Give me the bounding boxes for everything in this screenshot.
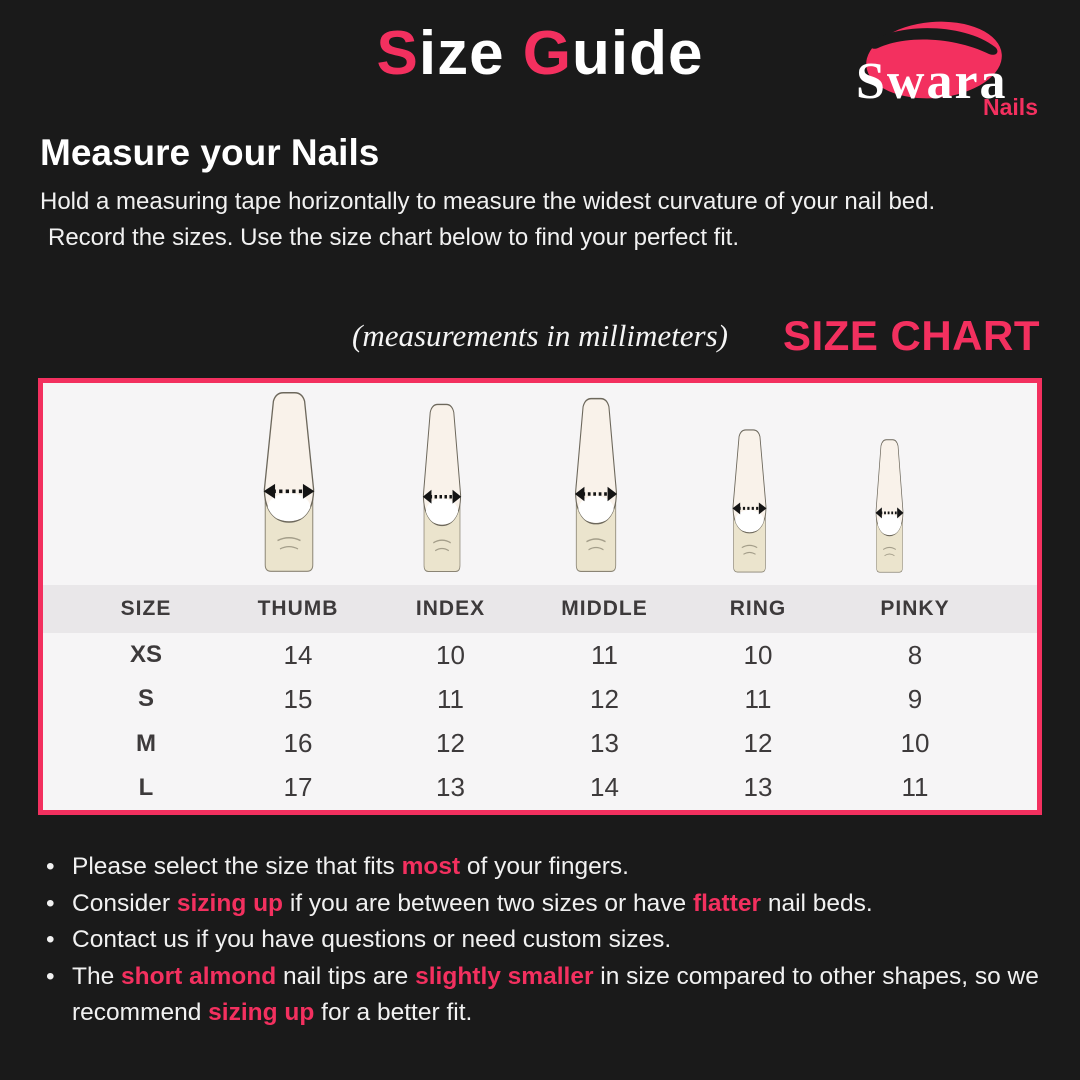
size-value-middle: 14	[590, 772, 619, 803]
note-2-seg-0: Consider	[72, 889, 177, 917]
measure-section	[40, 132, 1060, 256]
finger-figure-index	[364, 383, 519, 585]
measure-heading: Measure your Nails	[40, 132, 380, 173]
note-item-4	[42, 959, 1060, 1032]
size-value-ring: 11	[744, 683, 772, 714]
size-value-ring: 10	[743, 639, 773, 670]
size-value-middle: 13	[590, 728, 619, 759]
bullet-dot: •	[46, 889, 55, 917]
size-value-thumb: 15	[283, 683, 313, 714]
chart-caption-row	[0, 310, 1080, 362]
finger-figure-middle	[519, 383, 672, 585]
note-1-seg-0: Please select the size that fits	[72, 853, 402, 880]
size-value-middle: 11	[591, 639, 618, 670]
note-4-seg-4: in size compared to other shapes, so we recommend	[72, 962, 1039, 1026]
note-4-seg-0: The	[72, 962, 122, 990]
nail-illustration	[411, 401, 473, 575]
bullet-dot: •	[46, 853, 55, 880]
size-value-index: 12	[436, 728, 465, 759]
size-table-header	[43, 585, 1037, 633]
bullet-dot: •	[46, 926, 55, 953]
size-label: XS	[129, 641, 162, 669]
column-header-size: SIZE	[120, 597, 172, 620]
column-header-pinky: PINKY	[880, 597, 950, 620]
note-text	[72, 922, 1060, 959]
note-4-seg-2: nail tips are	[276, 962, 416, 990]
bullet-dot: •	[46, 962, 55, 990]
finger-figure-ring	[672, 383, 826, 585]
size-value-ring: 12	[743, 728, 773, 759]
finger-illustrations-row	[43, 383, 1037, 585]
size-value-pinky: 10	[900, 728, 930, 759]
table-row-m	[43, 722, 1037, 766]
note-2-seg-3: flatter	[692, 889, 762, 917]
size-value-index: 10	[436, 639, 465, 670]
finger-figure-pinky	[809, 383, 969, 585]
brand-logo	[836, 14, 1044, 128]
note-text	[72, 849, 1060, 886]
table-row-l	[43, 766, 1037, 810]
size-value-index: 11	[437, 683, 464, 714]
size-label: S	[137, 685, 154, 713]
note-4-seg-3: slightly smaller	[415, 962, 594, 990]
nail-illustration	[248, 389, 330, 575]
note-4-seg-5: sizing up	[208, 999, 315, 1026]
measure-instructions-line1: Hold a measuring tape horizontally to measure the widest curvature of your nail bed.	[40, 188, 936, 215]
size-chart-panel	[38, 378, 1042, 815]
note-text	[72, 959, 1060, 1032]
nail-logo-icon	[836, 14, 1044, 128]
nail-illustration	[867, 437, 912, 575]
note-2-seg-2: if you are between two sizes or have	[283, 889, 693, 917]
note-item-1	[42, 849, 1060, 886]
size-value-thumb: 14	[283, 639, 313, 670]
title-seg-0: S	[376, 19, 419, 88]
table-row-xs	[43, 633, 1037, 677]
nail-illustration	[562, 395, 630, 575]
measure-instructions-line2: Record the sizes. Use the size chart below to find your perfect fit.	[48, 224, 739, 251]
note-2-seg-4: nail beds.	[761, 889, 873, 917]
size-value-thumb: 17	[283, 772, 313, 803]
note-text	[72, 886, 1060, 923]
finger-figure-thumb	[214, 383, 364, 585]
size-value-pinky: 11	[901, 772, 929, 803]
note-2-seg-1: sizing up	[176, 889, 284, 917]
note-4-seg-1: short almond	[121, 962, 277, 990]
size-value-thumb: 16	[283, 728, 313, 759]
size-value-pinky: 8	[907, 639, 923, 670]
note-item-3	[42, 922, 1060, 959]
note-4-seg-6: for a better fit.	[314, 999, 473, 1026]
note-1-seg-2: of your fingers.	[460, 853, 629, 880]
column-header-thumb: THUMB	[257, 597, 339, 620]
logo-sub: Nails	[983, 94, 1038, 120]
size-value-ring: 13	[743, 772, 773, 803]
size-table-body	[43, 633, 1037, 810]
title-seg-1: ize	[418, 19, 523, 88]
size-value-middle: 12	[590, 683, 619, 714]
note-1-seg-1: most	[401, 853, 461, 880]
table-row-s	[43, 677, 1037, 721]
note-3-seg-0: Contact us if you have questions or need custom sizes.	[72, 926, 672, 953]
nail-illustration	[722, 427, 777, 575]
column-header-middle: MIDDLE	[561, 597, 648, 620]
title-seg-2: G	[522, 19, 573, 88]
note-item-2	[42, 886, 1060, 923]
size-chart-title: SIZE CHART	[783, 312, 1040, 359]
units-note: (measurements in millimeters)	[352, 318, 728, 353]
size-value-pinky: 9	[907, 683, 923, 714]
size-value-index: 13	[436, 772, 465, 803]
size-label: M	[136, 729, 156, 757]
column-header-index: INDEX	[415, 597, 486, 620]
size-label: L	[138, 773, 154, 801]
fit-notes-list	[42, 849, 1060, 1032]
column-header-ring: RING	[729, 597, 787, 620]
logo-name: Swara	[856, 53, 1008, 110]
title-seg-3: uide	[572, 19, 704, 88]
